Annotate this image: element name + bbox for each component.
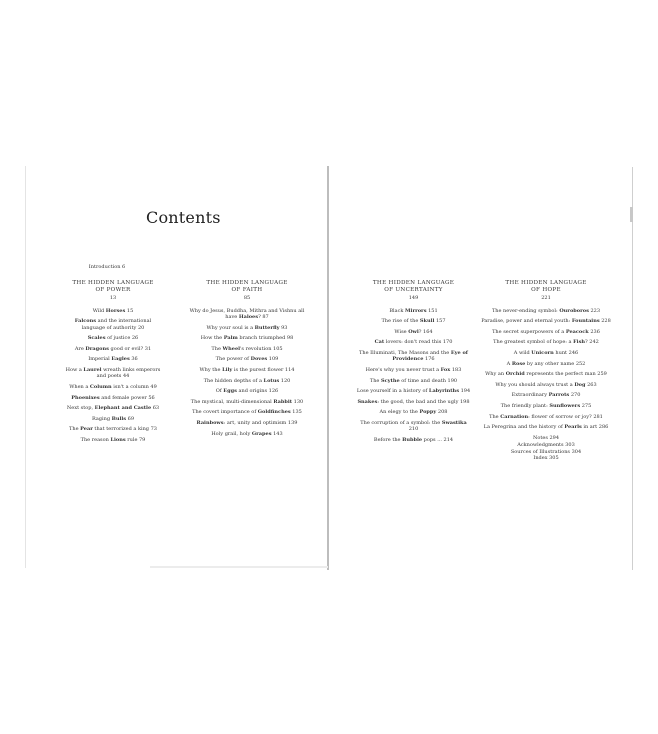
entry-keyword: Column: [89, 383, 112, 390]
section-heading-line2: OF FAITH: [231, 286, 263, 293]
entry-text-and-page: 15: [125, 307, 134, 314]
entry-text: How a: [65, 366, 84, 373]
toc-entry: [356, 399, 471, 405]
entry-text: La Peregrina and the history of: [483, 424, 565, 431]
page-bottom-shadow: [150, 566, 328, 568]
toc-entry: [481, 318, 611, 324]
entry-keyword: Unicorn: [531, 349, 554, 356]
entry-text: An elegy to the: [379, 409, 420, 416]
entry-keyword: Falcons: [74, 318, 97, 325]
entry-text: Imperial: [88, 356, 112, 363]
entry-text: Raging: [91, 415, 112, 422]
entry-text-and-page: 275: [580, 402, 592, 409]
entry-keyword: Carnation: [500, 413, 529, 420]
entry-text: Black: [389, 307, 406, 314]
entry-keyword: Phoenixes: [71, 394, 100, 401]
entry-text-and-page: 's revolution 105: [240, 345, 283, 352]
toc-entry: [64, 416, 162, 422]
entry-text-and-page: 270: [569, 392, 581, 399]
entry-keyword: Scales: [87, 335, 106, 342]
toc-entry: [188, 346, 306, 352]
entry-text: Paradise, power and eternal youth:: [481, 318, 572, 325]
toc-entry: [356, 409, 471, 415]
toc-entry: [64, 356, 162, 362]
toc-entry: [356, 339, 471, 345]
entry-keyword: Pear: [80, 426, 93, 433]
entry-text: Wise: [394, 328, 409, 335]
entry-text-and-page: 130: [292, 398, 304, 405]
entry-text-and-page: and female power 56: [99, 394, 155, 401]
entry-text-and-page: 223: [588, 307, 601, 314]
entry-text-and-page: ? 242: [585, 339, 599, 346]
entry-text-and-page: is the purest flower 114: [232, 366, 295, 373]
entry-text: Holy grail, holy: [211, 430, 252, 437]
entry-keyword: Eye of Providence: [392, 349, 468, 363]
entry-keyword: Peacock: [565, 328, 589, 335]
entry-text: The greatest symbol of hope: a: [493, 339, 574, 346]
entry-keyword: Dog: [574, 381, 586, 388]
entry-text-and-page: 69: [126, 415, 135, 422]
entry-text: Why an: [485, 371, 506, 378]
entry-keyword: Lotus: [263, 377, 280, 384]
entry-keyword: Fish: [573, 339, 586, 346]
toc-entries: [356, 308, 471, 444]
toc-entry: [188, 420, 306, 426]
entry-text-and-page: represents the perfect man 259: [524, 371, 607, 378]
toc-entry: [64, 426, 162, 432]
entry-text: Of: [215, 388, 224, 395]
entry-keyword: Wheel: [222, 345, 241, 352]
toc-column-uncertainty: [356, 280, 471, 448]
entry-text-and-page: isn't a column 49: [111, 383, 157, 390]
entry-text-and-page: 194: [459, 388, 471, 395]
entry-text: When a: [69, 383, 90, 390]
section-heading-line2: OF UNCERTAINTY: [384, 286, 443, 293]
book-gutter: [327, 166, 329, 570]
toc-entry: [188, 409, 306, 415]
entry-text: The mystical, multi-dimensional: [190, 398, 274, 405]
entry-keyword: Butterfly: [254, 324, 280, 331]
entry-text-and-page: 120: [279, 377, 291, 384]
entry-text-and-page: and origins 126: [236, 388, 279, 395]
entry-text-and-page: 93: [279, 324, 288, 331]
entry-text-and-page: lovers: don't read this 170: [384, 339, 453, 346]
entry-text-and-page: 109: [267, 356, 279, 363]
entry-text-and-page: of justice 26: [105, 335, 139, 342]
entry-keyword: Lily: [222, 366, 233, 373]
entry-keyword: Fountains: [571, 318, 600, 325]
entry-text: The: [211, 345, 223, 352]
toc-entry: [356, 420, 471, 433]
entry-keyword: Owl: [408, 328, 419, 335]
entry-text-and-page: : the good, the bad and the ugly 198: [377, 398, 470, 405]
entry-keyword: Dragons: [85, 345, 109, 352]
entry-text-and-page: that terrorized a king 73: [92, 426, 157, 433]
entry-keyword: Elephant and Castle: [94, 405, 152, 412]
entry-text-and-page: 236: [588, 328, 600, 335]
entry-keyword: Rabbit: [273, 398, 293, 405]
entry-text-and-page: : flower of sorrow or joy? 281: [528, 413, 603, 420]
section-heading-line2: OF POWER: [95, 286, 131, 293]
entry-keyword: Laurel: [83, 366, 102, 373]
toc-entry: [64, 437, 162, 443]
entry-text-and-page: hunt 246: [553, 349, 579, 356]
entry-keyword: Horses: [105, 307, 126, 314]
entry-text: Extraordinary: [511, 392, 549, 399]
entry-text: The power of: [215, 356, 251, 363]
entry-text: Next stop,: [66, 405, 95, 412]
toc-entry: [481, 361, 611, 367]
toc-column-power: [64, 280, 162, 448]
toc-entry: [188, 335, 306, 341]
entry-text: A wild: [513, 349, 532, 356]
toc-entry: [64, 367, 162, 380]
entry-keyword: Eggs: [223, 388, 237, 395]
toc-entry: [188, 367, 306, 373]
section-heading-line1: THE HIDDEN LANGUAGE: [206, 280, 288, 286]
section-page-number: 85: [243, 295, 251, 302]
toc-entry: [481, 382, 611, 388]
entry-text-and-page: good or evil? 31: [108, 345, 152, 352]
entry-text: Lose yourself in a history of: [356, 388, 429, 395]
entry-text: The reason: [80, 436, 111, 443]
toc-entry: [356, 378, 471, 384]
section-heading-line1: THE HIDDEN LANGUAGE: [72, 280, 154, 286]
toc-entry: [481, 371, 611, 377]
toc-entry: [356, 329, 471, 335]
entry-text-and-page: 36: [129, 356, 138, 363]
entry-keyword: Bulls: [111, 415, 127, 422]
toc-column-hope: [481, 280, 611, 462]
entry-keyword: Snakes: [357, 398, 378, 405]
entry-text-and-page: 210: [408, 426, 419, 433]
entry-keyword: Mirrors: [405, 307, 427, 314]
toc-entry: [481, 339, 611, 345]
entry-text: The secret superpowers of a: [492, 328, 566, 335]
entry-keyword: Parrots: [548, 392, 570, 399]
section-page-number: 13: [109, 295, 117, 302]
section-heading-line1: THE HIDDEN LANGUAGE: [372, 280, 455, 286]
entry-text-and-page: 63: [151, 405, 160, 412]
entry-text: Before the: [373, 436, 403, 443]
entry-text: Are: [74, 345, 86, 352]
toc-entry: [481, 403, 611, 409]
page-title: Contents: [146, 208, 221, 227]
entry-text: Here's why you never trust a: [365, 366, 441, 373]
toc-entry: [481, 424, 611, 430]
entry-keyword: Lions: [110, 436, 126, 443]
entry-text-and-page: ? 164: [418, 328, 433, 335]
toc-entry: [188, 378, 306, 384]
intro-entry: Introduction 6: [88, 264, 126, 270]
entry-text-and-page: pops ... 214: [422, 436, 454, 443]
entry-text-and-page: 208: [436, 409, 448, 416]
entry-keyword: Doves: [250, 356, 268, 363]
toc-entry: [64, 346, 162, 352]
entry-text: Why the: [199, 366, 223, 373]
entry-keyword: Poppy: [419, 409, 437, 416]
entry-text: The covert importance of: [192, 409, 258, 416]
toc-entry: [188, 325, 306, 331]
section-heading-line1: THE HIDDEN LANGUAGE: [505, 280, 587, 286]
entry-keyword: Labyrinths: [428, 388, 460, 395]
entry-keyword: Fox: [440, 366, 451, 373]
entry-keyword: Orchid: [505, 371, 525, 378]
entry-text-and-page: 135: [290, 409, 302, 416]
entry-keyword: Palm: [223, 335, 238, 342]
back-matter-list: [481, 435, 611, 462]
back-matter-item: Notes 294: [532, 434, 560, 441]
toc-entry: [481, 308, 611, 314]
entry-text-and-page: ? 87: [258, 314, 269, 320]
entry-text-and-page: 151: [426, 307, 438, 314]
toc-column-faith: [188, 280, 306, 441]
entry-text-and-page: : art, unity and optimism 139: [223, 419, 298, 426]
toc-entry: [64, 318, 162, 331]
entry-text: The friendly plant:: [500, 402, 550, 409]
entry-keyword: Swastika: [441, 419, 467, 426]
entry-text-and-page: 143: [271, 430, 283, 437]
entry-text-and-page: of time and death 190: [399, 377, 458, 384]
entry-text-and-page: 176: [423, 356, 435, 363]
back-matter-item: Index 305: [533, 455, 559, 462]
entry-text: Why do Jesus, Buddha, Mithra and Vishnu all have: [189, 307, 305, 320]
toc-entry: [64, 335, 162, 341]
entry-keyword: Ouroboros: [559, 307, 589, 314]
toc-entry: [356, 367, 471, 373]
entry-text: The Illuminati, The Masons and the: [359, 349, 451, 356]
entry-text-and-page: wreath links emperors and poets 44: [96, 366, 161, 380]
toc-entries: [188, 308, 306, 437]
entry-keyword: Pearls: [564, 424, 582, 431]
entry-text: Why your soul is a: [206, 324, 255, 331]
toc-entry: [481, 414, 611, 420]
entry-keyword: Rainbows: [196, 419, 224, 426]
toc-entry: [188, 356, 306, 362]
toc-entry: [188, 388, 306, 394]
entry-text: The rise of the: [381, 318, 420, 325]
entry-text: How the: [200, 335, 224, 342]
section-page-number: 149: [408, 295, 419, 302]
toc-entry: [64, 384, 162, 390]
entry-text: The: [69, 426, 81, 433]
entry-keyword: Sunflowers: [549, 402, 581, 409]
toc-entry: [356, 350, 471, 363]
entry-keyword: Grapes: [251, 430, 272, 437]
toc-entry: [64, 308, 162, 314]
entry-text: A: [506, 360, 512, 367]
toc-entry: [188, 308, 306, 321]
toc-entry: [481, 392, 611, 398]
entry-text: Wild: [92, 307, 106, 314]
toc-entry: [356, 388, 471, 394]
entry-text-and-page: 228: [599, 318, 611, 325]
page-edge-mark: [630, 207, 633, 222]
toc-entry: [64, 395, 162, 401]
entry-text: The never-ending symbol:: [491, 307, 560, 314]
toc-entry: [188, 431, 306, 437]
toc-entry: [356, 437, 471, 443]
toc-entries: [481, 308, 611, 431]
entry-text: The hidden depths of a: [203, 377, 264, 384]
entry-text: The: [489, 413, 501, 420]
entry-text-and-page: and the international language of authority 20: [81, 318, 152, 331]
section-page-number: 221: [541, 295, 551, 302]
entry-text-and-page: 263: [585, 381, 597, 388]
entry-text-and-page: branch triumphed 98: [237, 335, 294, 342]
left-page-edge: [25, 166, 26, 568]
toc-entry: [64, 405, 162, 411]
toc-entry: [481, 350, 611, 356]
toc-entry: [188, 399, 306, 405]
entry-text-and-page: by any other name 252: [525, 360, 586, 367]
entry-text: Why you should always trust a: [495, 381, 575, 388]
entry-text: The: [369, 377, 381, 384]
section-heading-line2: OF HOPE: [531, 286, 561, 293]
entry-keyword: Bubble: [402, 436, 423, 443]
toc-entry: [481, 329, 611, 335]
entry-text-and-page: rule 79: [125, 436, 146, 443]
entry-keyword: Goldfinches: [257, 409, 291, 416]
toc-entries: [64, 308, 162, 444]
entry-keyword: Rose: [511, 360, 526, 367]
entry-text-and-page: 183: [450, 366, 462, 373]
entry-keyword: Skull: [419, 318, 435, 325]
entry-text: The corruption of a symbol: the: [360, 419, 442, 426]
entry-keyword: Eagles: [111, 356, 130, 363]
toc-entry: [356, 318, 471, 324]
toc-entry: [356, 308, 471, 314]
entry-text-and-page: in art 286: [581, 424, 609, 431]
back-matter-item: Sources of Illustrations 304: [510, 448, 582, 455]
right-page-edge: [632, 167, 633, 570]
back-matter-item: Acknowledgments 303: [517, 441, 575, 448]
entry-keyword: Scythe: [380, 377, 400, 384]
entry-text-and-page: 157: [434, 318, 446, 325]
entry-keyword: Cat: [374, 339, 385, 346]
entry-keyword: Haloes: [238, 314, 259, 320]
